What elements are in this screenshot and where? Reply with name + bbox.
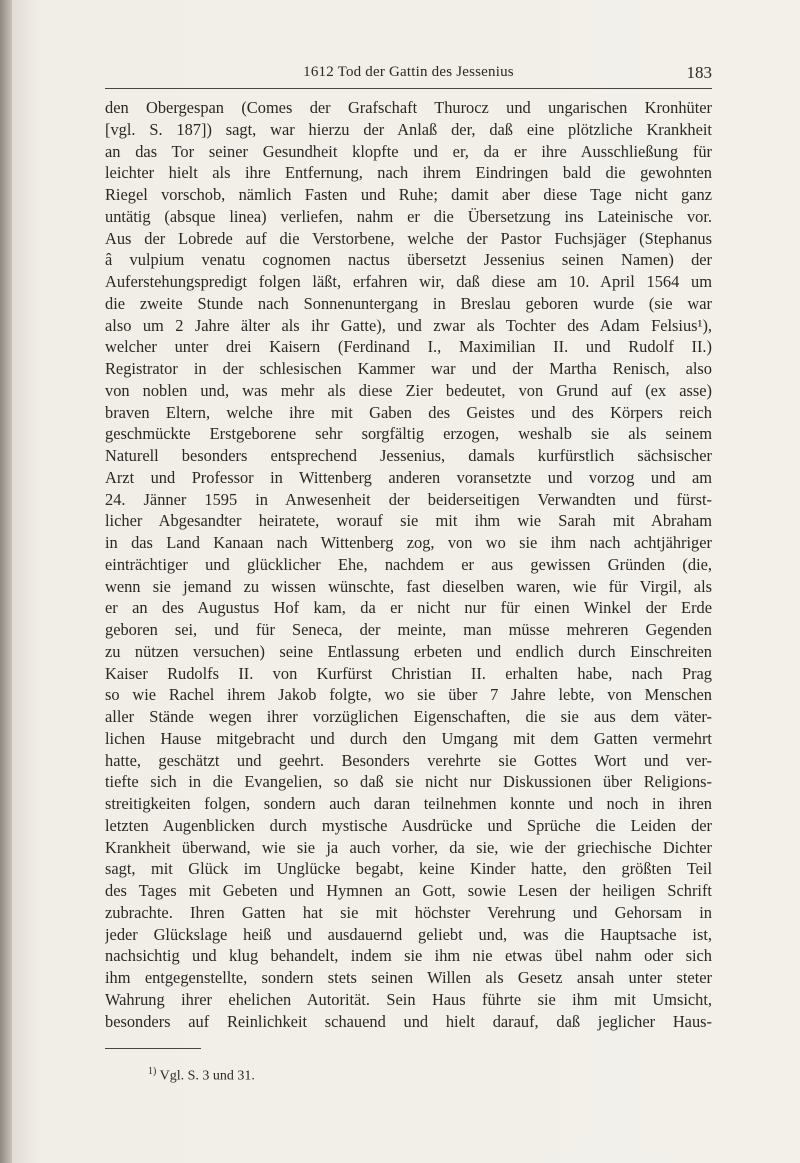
text-line: ihm entgegenstellte, sondern stets seinen Willen als Gesetz ansah unter steter xyxy=(105,968,712,987)
text-line: Wahrung ihrer ehelichen Autorität. Sein Haus führte sie ihm mit Umsicht, xyxy=(105,989,712,1009)
text-line: untätig (absque linea) verliefen, nahm er die Übersetzung ins Lateinische vor. xyxy=(105,206,712,226)
text-line: zu nützen versuchen) seine Entlassung erbeten und endlich durch Einschreiten xyxy=(105,641,712,661)
text-line: Naturell besonders entsprechend Jessenius, damals kurfürstlich sächsischer xyxy=(105,446,712,465)
text-line: [vgl. S. 187]) sagt, war hierzu der Anlaß der, daß eine plötzliche Krankheit xyxy=(105,119,712,139)
text-line: hatte, geschätzt und geehrt. Besonders verehrte sie Gottes Wort und ver- xyxy=(105,750,712,770)
text-line: streitigkeiten folgen, sondern auch daran teilnehmen konnte und noch in ihren xyxy=(105,794,712,813)
book-spine-shadow xyxy=(0,0,12,1163)
text-line: lichen Hause mitgebracht und durch den Umgang mit dem Gatten vermehrt xyxy=(105,728,712,748)
text-line: von noblen und, was mehr als diese Zier bedeutet, von Grund auf (ex asse) xyxy=(105,380,712,400)
text-line: zubrachte. Ihren Gatten hat sie mit höchster Verehrung und Gehorsam in xyxy=(105,902,712,922)
body-text xyxy=(105,97,712,1032)
text-line: leichter hielt als ihre Entfernung, nach ihrem Eindringen bald die gewohnten xyxy=(105,163,712,183)
text-line: Kaiser Rudolfs II. von Kurfürst Christian II. erhalten habe, nach Prag xyxy=(105,663,712,683)
footnote-text: Vgl. S. 3 und 31. xyxy=(159,1068,255,1084)
text-line: sagt, mit Glück im Unglücke begabt, keine Kinder hatte, den größten Teil xyxy=(105,859,712,879)
text-line: welcher unter drei Kaisern (Ferdinand I., Maximilian II. und Rudolf II.) xyxy=(105,337,712,357)
text-line: an das Tor seiner Gesundheit klopfte und er, da er ihre Ausschließung für xyxy=(105,141,712,161)
text-line: besonders auf Reinlichkeit schauend und hielt darauf, daß jeglicher Haus- xyxy=(105,1011,712,1031)
text-line: nachsichtig und klug behandelt, indem sie ihm nie etwas übel nahm oder sich xyxy=(105,946,712,966)
text-line: den Obergespan (Comes der Grafschaft Thurocz und ungarischen Kronhüter xyxy=(105,98,712,117)
running-header xyxy=(105,62,712,89)
text-line: in das Land Kanaan nach Wittenberg zog, von wo sie ihm nach achtjähriger xyxy=(105,533,712,552)
text-line: tiefte sich in die Evangelien, so daß sie nicht nur Diskussionen über Religions- xyxy=(105,772,712,792)
text-line: die zweite Stunde nach Sonnenuntergang in Breslau geboren wurde (sie war xyxy=(105,293,712,313)
footnote xyxy=(148,1063,255,1086)
text-line: Auferstehungspredigt folgen läßt, erfahren wir, daß diese am 10. April 1564 um xyxy=(105,272,712,291)
text-line: Arzt und Professor in Wittenberg anderen voransetzte und vorzog und am xyxy=(105,467,712,487)
text-line: 24. Jänner 1595 in Anwesenheit der beiderseitigen Verwandten und fürst- xyxy=(105,489,712,509)
footnote-separator xyxy=(105,1048,201,1049)
running-title: 1612 Tod der Gattin des Jessenius xyxy=(303,64,514,80)
text-line: geboren sei, und für Seneca, der meinte, man müsse mehreren Gegenden xyxy=(105,620,712,639)
text-line: jeder Glückslage heiß und ausdauernd geliebt und, was die Hauptsache ist, xyxy=(105,924,712,944)
text-line: Aus der Lobrede auf die Verstorbene, welche der Pastor Fuchsjäger (Stephanus xyxy=(105,228,712,248)
page-number: 183 xyxy=(686,63,712,82)
text-line: wenn sie jemand zu wissen wünschte, fast dieselben waren, wie für Virgil, als xyxy=(105,576,712,596)
text-line: also um 2 Jahre älter als ihr Gatte), und zwar als Tochter des Adam Felsius¹), xyxy=(105,315,712,335)
footnote-mark: 1) xyxy=(148,1066,157,1077)
text-line: Riegel vorschob, nämlich Fasten und Ruhe; damit aber diese Tage nicht ganz xyxy=(105,185,712,204)
text-line: geschmückte Erstgeborene sehr sorgfältig erzogen, weshalb sie als seinem xyxy=(105,424,712,444)
text-line: aller Stände wegen ihrer vorzüglichen Eigenschaften, die sie aus dem väter- xyxy=(105,707,712,726)
text-line: letzten Augenblicken durch mystische Ausdrücke und Sprüche die Leiden der xyxy=(105,815,712,835)
text-line: einträchtiger und glücklicher Ehe, nachdem er aus gewissen Gründen (die, xyxy=(105,554,712,574)
text-line: so wie Rachel ihrem Jakob folgte, wo sie über 7 Jahre lebte, von Menschen xyxy=(105,685,712,705)
text-line: â vulpium venatu cognomen nactus übersetzt Jessenius seinen Namen) der xyxy=(105,250,712,270)
text-line: des Tages mit Gebeten und Hymnen an Gott, sowie Lesen der heiligen Schrift xyxy=(105,881,712,900)
text-line: licher Abgesandter heiratete, worauf sie mit ihm wie Sarah mit Abraham xyxy=(105,511,712,531)
text-line: er an des Augustus Hof kam, da er nicht nur für einen Winkel der Erde xyxy=(105,598,712,618)
text-line: Registrator in der schlesischen Kammer war und der Martha Renisch, also xyxy=(105,359,712,378)
text-line: braven Eltern, welche ihre mit Gaben des Geistes und des Körpers reich xyxy=(105,402,712,422)
text-line: Krankheit überwand, wie sie ja auch vorher, da sie, wie der griechische Dichter xyxy=(105,837,712,857)
